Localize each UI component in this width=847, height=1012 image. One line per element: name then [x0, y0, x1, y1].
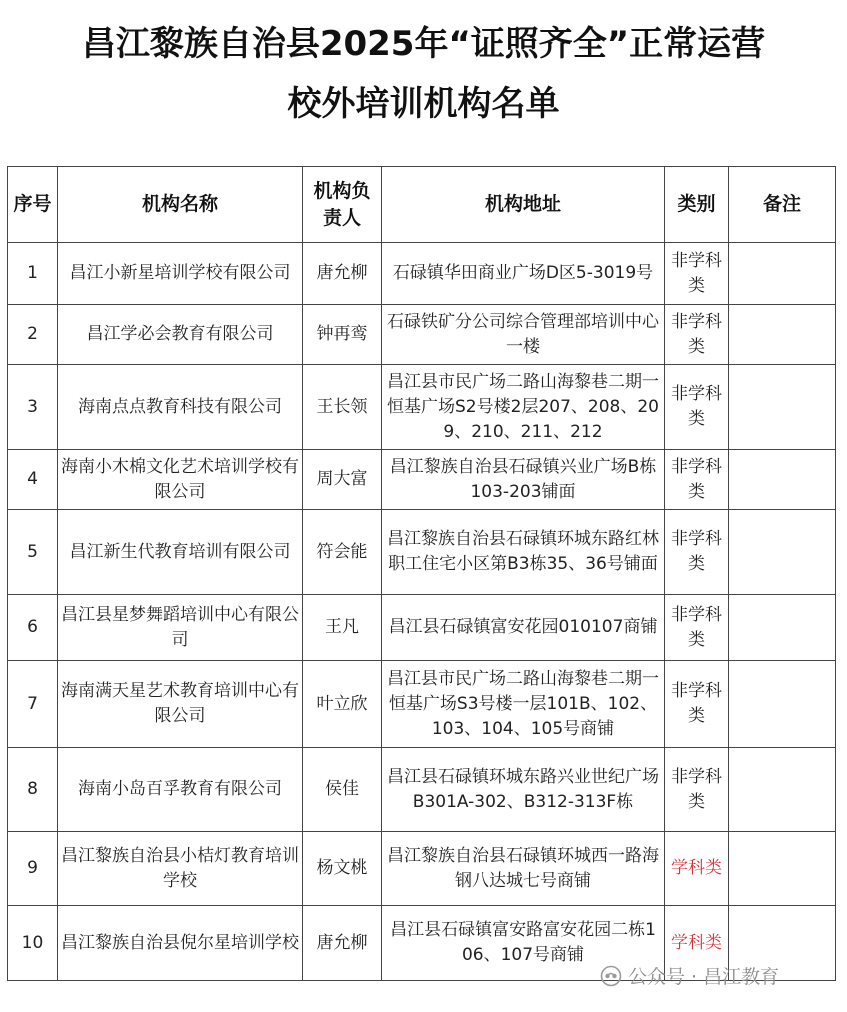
table-body: [8, 243, 836, 981]
header-note: 备注: [729, 167, 836, 243]
cell-no: 6: [8, 595, 58, 661]
cell-head: 王凡: [303, 595, 382, 661]
table-row: [8, 510, 836, 595]
cell-type: 学科类: [665, 832, 729, 906]
cell-no: 1: [8, 243, 58, 305]
cell-address: 昌江县石碌镇环城东路兴业世纪广场B301A-302、B312-313F栋: [382, 748, 665, 832]
cell-no: 7: [8, 661, 58, 748]
institution-table: [7, 166, 836, 981]
title-line-1: 昌江黎族自治县2025年“证照齐全”正常运营: [81, 24, 766, 64]
cell-note: [729, 365, 836, 450]
cell-type: 非学科类: [665, 305, 729, 365]
cell-type: 非学科类: [665, 365, 729, 450]
cell-note: [729, 748, 836, 832]
cell-address: 昌江县石碌镇富安花园010107商铺: [382, 595, 665, 661]
cell-note: [729, 510, 836, 595]
cell-name: 昌江新生代教育培训有限公司: [58, 510, 303, 595]
header-head: 机构负责人: [303, 167, 382, 243]
table-row: [8, 243, 836, 305]
cell-name: 昌江黎族自治县小桔灯教育培训学校: [58, 832, 303, 906]
cell-name: 海南小木棉文化艺术培训学校有限公司: [58, 450, 303, 510]
cell-type: 非学科类: [665, 450, 729, 510]
cell-name: 昌江县星梦舞蹈培训中心有限公司: [58, 595, 303, 661]
cell-head: 王长领: [303, 365, 382, 450]
cell-head: 杨文桃: [303, 832, 382, 906]
cell-no: 2: [8, 305, 58, 365]
cell-address: 石碌铁矿分公司综合管理部培训中心一楼: [382, 305, 665, 365]
cell-head: 唐允柳: [303, 906, 382, 981]
cell-head: 侯佳: [303, 748, 382, 832]
watermark: [600, 962, 779, 989]
table-row: [8, 661, 836, 748]
header-type: 类别: [665, 167, 729, 243]
table-row: [8, 305, 836, 365]
cell-type: 非学科类: [665, 243, 729, 305]
cell-note: [729, 595, 836, 661]
cell-address: 昌江黎族自治县石碌镇环城东路红林职工住宅小区第B3栋35、36号铺面: [382, 510, 665, 595]
cell-address: 昌江县市民广场二路山海黎巷二期一恒基广场S2号楼2层207、208、209、210、211、212: [382, 365, 665, 450]
cell-note: [729, 832, 836, 906]
cell-address: 昌江县石碌镇富安路富安花园二栋106、107号商铺: [382, 906, 665, 981]
table-row: [8, 832, 836, 906]
title-line-2: 校外培训机构名单: [287, 84, 560, 124]
cell-head: 叶立欣: [303, 661, 382, 748]
cell-no: 10: [8, 906, 58, 981]
cell-name: 海南点点教育科技有限公司: [58, 365, 303, 450]
cell-no: 3: [8, 365, 58, 450]
header-name: 机构名称: [58, 167, 303, 243]
cell-address: 昌江县市民广场二路山海黎巷二期一恒基广场S3号楼一层101B、102、103、104、105号商铺: [382, 661, 665, 748]
cell-head: 符会能: [303, 510, 382, 595]
cell-note: [729, 450, 836, 510]
watermark-text: 公众号 · 昌江教育: [628, 966, 780, 988]
document-title: [0, 18, 847, 130]
cell-no: 5: [8, 510, 58, 595]
cell-address: 昌江黎族自治县石碌镇环城西一路海钢八达城七号商铺: [382, 832, 665, 906]
cell-name: 昌江学必会教育有限公司: [58, 305, 303, 365]
cell-no: 4: [8, 450, 58, 510]
cell-head: 钟再鸾: [303, 305, 382, 365]
cell-type: 非学科类: [665, 748, 729, 832]
cell-note: [729, 305, 836, 365]
table-row: [8, 595, 836, 661]
cell-no: 8: [8, 748, 58, 832]
cell-type: 非学科类: [665, 595, 729, 661]
cell-name: 海南小岛百孚教育有限公司: [58, 748, 303, 832]
table-row: [8, 450, 836, 510]
cell-type: 非学科类: [665, 661, 729, 748]
cell-note: [729, 243, 836, 305]
cell-head: 周大富: [303, 450, 382, 510]
cell-type: 非学科类: [665, 510, 729, 595]
header-no: 序号: [8, 167, 58, 243]
table-row: [8, 748, 836, 832]
cell-no: 9: [8, 832, 58, 906]
cell-type: 学科类: [665, 906, 729, 981]
table-header-row: [8, 167, 836, 243]
cell-address: 昌江黎族自治县石碌镇兴业广场B栋103-203铺面: [382, 450, 665, 510]
cell-name: 昌江小新星培训学校有限公司: [58, 243, 303, 305]
cell-head: 唐允柳: [303, 243, 382, 305]
cell-name: 海南满天星艺术教育培训中心有限公司: [58, 661, 303, 748]
cell-note: [729, 661, 836, 748]
table-row: [8, 365, 836, 450]
cell-name: 昌江黎族自治县倪尔星培训学校: [58, 906, 303, 981]
wechat-official-account-icon: [600, 965, 622, 987]
cell-address: 石碌镇华田商业广场D区5-3019号: [382, 243, 665, 305]
header-address: 机构地址: [382, 167, 665, 243]
